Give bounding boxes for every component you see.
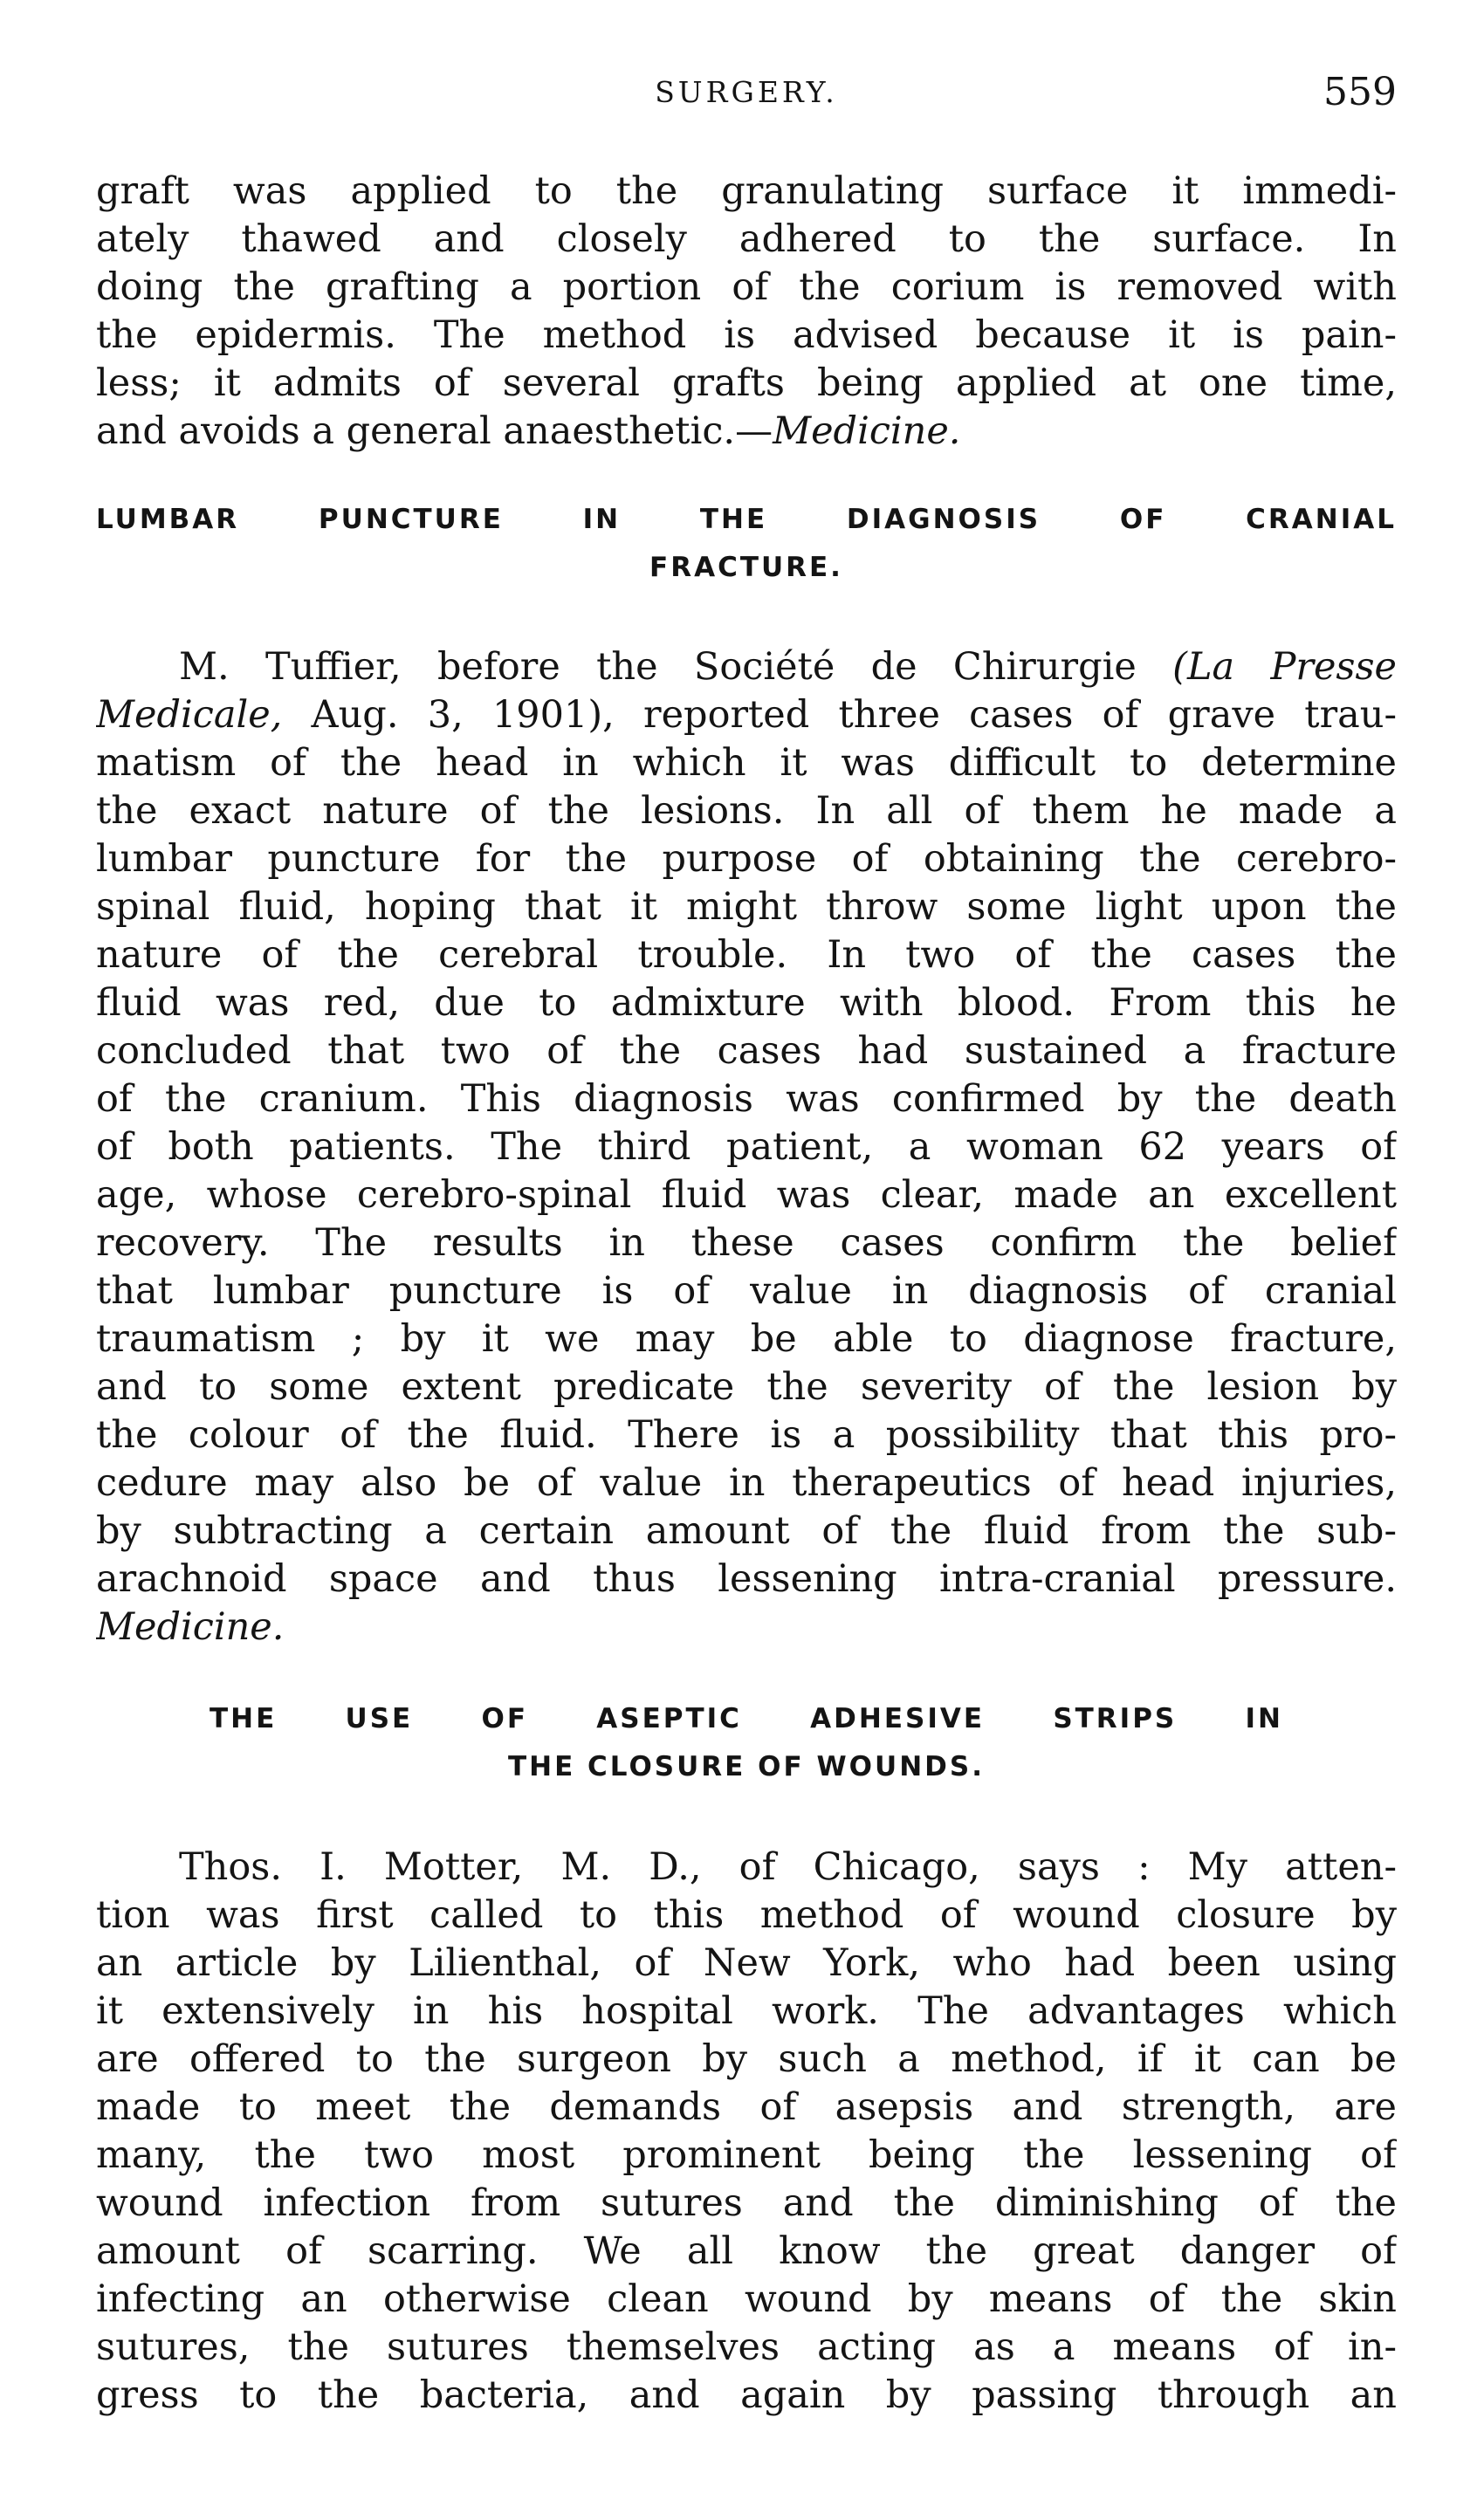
text-line: traumatism ; by it we may be able to diagnose fracture, [96, 1317, 1397, 1361]
text-line: of both patients. The third patient, a woman 62 years of [96, 1125, 1397, 1169]
journal-title: Medicale, [96, 693, 283, 737]
text-line [96, 643, 1397, 691]
text-line: fluid was red, due to admixture with blood. From this he [96, 981, 1397, 1025]
heading-line: THE USE OF ASEPTIC ADHESIVE STRIPS IN [210, 1703, 1283, 1734]
page-number: 559 [1323, 70, 1397, 114]
running-head [96, 68, 1397, 120]
text-line: arachnoid space and thus lessening intra-cranial pressure. [96, 1557, 1397, 1601]
heading-line: LUMBAR PUNCTURE IN THE DIAGNOSIS OF CRANIAL [96, 504, 1397, 535]
text-line: matism of the head in which it was difficult to determine [96, 741, 1397, 785]
section-heading-aseptic-strips [96, 1695, 1397, 1791]
text-line: of the cranium. This diagnosis was confirmed by the death [96, 1077, 1397, 1121]
text-line: lumbar puncture for the purpose of obtaining the cerebro- [96, 837, 1397, 881]
source-citation: Medicine. [96, 1605, 285, 1649]
aseptic-strips-paragraph [96, 1844, 1397, 2420]
text-line: and to some extent predicate the severity of the lesion by [96, 1365, 1397, 1409]
lumbar-puncture-paragraph [96, 643, 1397, 1652]
text-line-content: Aug. 3, 1901), reported three cases of grave trau- [282, 693, 1397, 737]
text-line: sutures, the sutures themselves acting as a means of in- [96, 2325, 1397, 2369]
heading-line: FRACTURE. [649, 552, 843, 583]
continuation-paragraph [96, 168, 1397, 456]
text-line: age, whose cerebro-spinal fluid was clear, made an excellent [96, 1173, 1397, 1217]
text-line: by subtracting a certain amount of the fluid from the sub- [96, 1509, 1397, 1553]
text-line: wound infection from sutures and the diminishing of the [96, 2181, 1397, 2225]
text-line: graft was applied to the granulating surface it immedi- [96, 169, 1397, 213]
text-line: it extensively in his hospital work. The advantages which [96, 1989, 1397, 2033]
text-line: nature of the cerebral trouble. In two of the cases the [96, 933, 1397, 977]
text-line: are offered to the surgeon by such a method, if it can be [96, 2037, 1397, 2081]
text-line: recovery. The results in these cases confirm the belief [96, 1221, 1397, 1265]
text-line [96, 408, 1397, 456]
text-line: cedure may also be of value in therapeutics of head injuries, [96, 1461, 1397, 1505]
text-line: made to meet the demands of asepsis and strength, are [96, 2085, 1397, 2129]
text-line: gress to the bacteria, and again by passing through an [96, 2373, 1397, 2417]
text-line: doing the grafting a portion of the corium is removed with [96, 265, 1397, 309]
text-line: ately thawed and closely adhered to the surface. In [96, 217, 1397, 261]
heading-line: THE CLOSURE OF WOUNDS. [508, 1751, 985, 1782]
source-citation: Medicine. [773, 409, 961, 453]
running-title: SURGERY. [655, 75, 838, 109]
text-line: the exact nature of the lesions. In all of them he made a [96, 789, 1397, 833]
text-line: that lumbar puncture is of value in diagnosis of cranial [96, 1269, 1397, 1313]
text-line: the colour of the fluid. There is a possibility that this pro- [96, 1413, 1397, 1457]
text-line: infecting an otherwise clean wound by means of the skin [96, 2277, 1397, 2321]
text-line: many, the two most prominent being the lessening of [96, 2133, 1397, 2177]
text-line-content: M. Tuffier, before the Société de Chirurgie [179, 645, 1173, 689]
journal-title: (La Presse [1172, 645, 1397, 689]
text-line: an article by Lilienthal, of New York, who had been using [96, 1941, 1397, 1985]
text-line: spinal fluid, hoping that it might throw some light upon the [96, 885, 1397, 929]
text-line: less; it admits of several grafts being applied at one time, [96, 361, 1397, 405]
text-line: Thos. I. Motter, M. D., of Chicago, says : My atten- [179, 1845, 1397, 1889]
text-line: the epidermis. The method is advised because it is pain- [96, 313, 1397, 357]
text-line: tion was first called to this method of wound closure by [96, 1893, 1397, 1937]
text-line: concluded that two of the cases had sustained a fracture [96, 1029, 1397, 1073]
text-line-content: and avoids a general anaesthetic.— [96, 409, 773, 453]
source-line [96, 1604, 1397, 1652]
text-line: amount of scarring. We all know the great danger of [96, 2229, 1397, 2273]
section-heading-lumbar-puncture [96, 496, 1397, 592]
text-line [96, 691, 1397, 739]
